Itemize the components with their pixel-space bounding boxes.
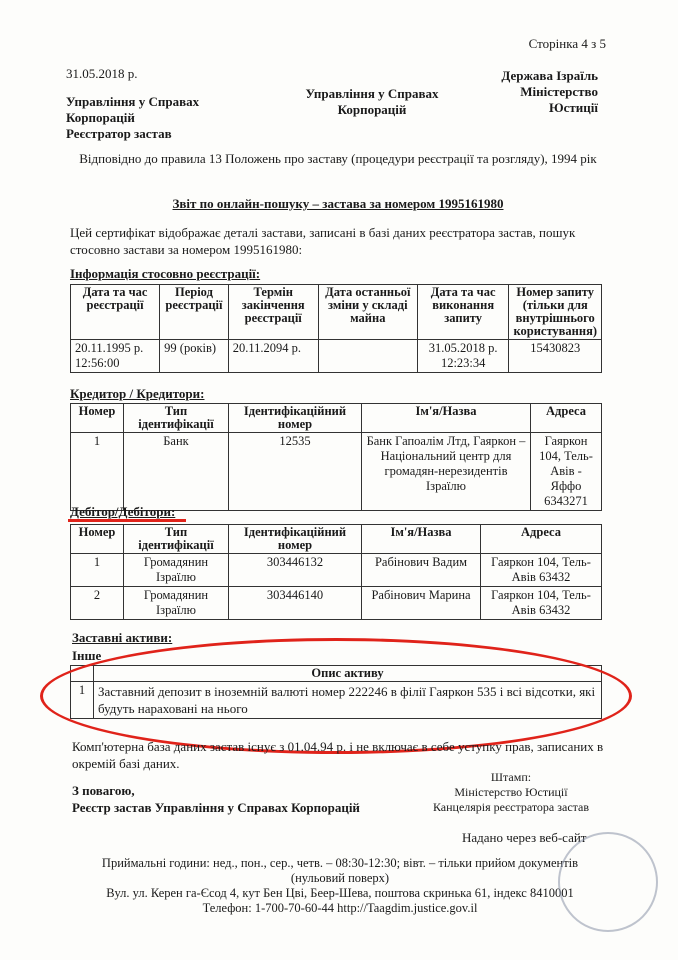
regards-block bbox=[72, 782, 360, 816]
table-cell: 20.11.2094 р. bbox=[228, 340, 318, 373]
debtors-heading: Дебітор/Дебітори: bbox=[70, 504, 176, 519]
intro-text: Цей сертифікат відображає деталі застави, записані в базі даних реєстратора застав, пошук стосовно застави за номером 1995161980: bbox=[70, 225, 576, 257]
table-header-cell: Ідентифікаційний номер bbox=[229, 525, 362, 554]
header-middle bbox=[292, 86, 452, 118]
red-underline-annotation bbox=[68, 519, 186, 522]
table-header-cell: Ім'я/Назва bbox=[362, 525, 481, 554]
footer-floor: (нульовий поверх) bbox=[290, 871, 390, 885]
header-middle-line: Корпорацій bbox=[337, 102, 407, 117]
stamp-line: Штамп: bbox=[490, 770, 532, 784]
table-header-row bbox=[71, 525, 602, 554]
footer-hours: Приймальні години: нед., пон., сер., четв. – 08:30-12:30; вівт. – тільки прийом документів bbox=[101, 856, 579, 870]
footer bbox=[60, 856, 620, 916]
footer-address: Вул. ул. Керен га-Єсод 4, кут Бен Цві, Беер-Шева, поштова скринька 61, індекс 8410001 bbox=[106, 886, 574, 900]
sent-via-website: Надано через веб-сайт bbox=[462, 830, 587, 845]
table-header-cell: Номер запиту (тільки для внутрішнього користування) bbox=[509, 285, 602, 340]
footer-phone: Телефон: 1-700-70-60-44 bbox=[202, 901, 334, 915]
table-cell: 1 bbox=[71, 682, 94, 719]
table-cell: Громадянин Ізраїлю bbox=[124, 587, 229, 620]
table-cell: Рабінович Вадим bbox=[362, 554, 481, 587]
table-cell: 99 (років) bbox=[160, 340, 229, 373]
registration-table bbox=[70, 284, 602, 373]
table-header-cell: Ім'я/Назва bbox=[362, 404, 531, 433]
table-header-cell: Дата останньої зміни у складі майна bbox=[318, 285, 417, 340]
table-header-cell: Адреса bbox=[531, 404, 602, 433]
rule-reference: Відповідно до правила 13 Положень про заставу (процедури реєстрації та розгляду), 1994 рік bbox=[79, 151, 597, 166]
table-header-row bbox=[71, 404, 602, 433]
stamp-line: Міністерство Юстиції bbox=[454, 785, 568, 799]
table-cell: 2 bbox=[71, 587, 124, 620]
document-date: 31.05.2018 р. bbox=[66, 66, 138, 81]
table-header-cell: Тип ідентифікації bbox=[124, 525, 229, 554]
red-ellipse-annotation bbox=[40, 638, 632, 754]
table-cell: 1 bbox=[71, 554, 124, 587]
header-right-line: Юстиції bbox=[549, 100, 598, 115]
table-cell bbox=[318, 340, 417, 373]
table-header-cell: Номер bbox=[71, 404, 124, 433]
table-cell: 303446140 bbox=[229, 587, 362, 620]
table-cell: 15430823 bbox=[509, 340, 602, 373]
header-right-line: Держава Ізраїль bbox=[501, 68, 598, 83]
regards-line: З повагою, bbox=[72, 783, 135, 798]
table-cell: Гаяркон 104, Тель-Авів - Яффо 6343271 bbox=[531, 433, 602, 511]
assets-subheading: Інше bbox=[72, 648, 102, 663]
debtors-table bbox=[70, 524, 602, 620]
stamp-line: Канцелярія реєстратора застав bbox=[432, 800, 590, 814]
table-header-cell: Період реєстрації bbox=[160, 285, 229, 340]
regards-line: Реєстр застав Управління у Справах Корпорацій bbox=[72, 800, 360, 815]
table-cell: 20.11.1995 р. 12:56:00 bbox=[71, 340, 160, 373]
table-header-cell: Номер bbox=[71, 525, 124, 554]
creditors-heading: Кредитор / Кредитори: bbox=[70, 386, 205, 401]
table-cell: Рабінович Марина bbox=[362, 587, 481, 620]
table-cell: 12535 bbox=[229, 433, 362, 511]
header-left-line: Управління у Справах bbox=[66, 94, 200, 109]
report-title: Звіт по онлайн-пошуку – застава за номером 1995161980 bbox=[172, 196, 504, 211]
table-row bbox=[71, 433, 602, 511]
table-header-cell: Дата та час реєстрації bbox=[71, 285, 160, 340]
table-header-cell: Дата та час виконання запиту bbox=[417, 285, 509, 340]
assets-heading: Заставні активи: bbox=[72, 630, 173, 645]
table-cell: Банк bbox=[124, 433, 229, 511]
table-cell: Заставний депозит в іноземній валюті номер 222246 в філії Гаяркон 535 і всі відсотки, які будуть нараховані на нього bbox=[94, 682, 602, 719]
official-stamp-mark bbox=[558, 832, 658, 932]
table-cell: 31.05.2018 р. 12:23:34 bbox=[417, 340, 509, 373]
table-row bbox=[71, 554, 602, 587]
table-row bbox=[71, 587, 602, 620]
table-cell: 303446132 bbox=[229, 554, 362, 587]
database-note: Комп'ютерна база даних застав існує з 01.04.94 р. і не включає в себе уступку прав, записаних в окремій базі даних. bbox=[72, 739, 604, 771]
header-right-line: Міністерство bbox=[520, 84, 598, 99]
table-header-cell: Ідентифікаційний номер bbox=[229, 404, 362, 433]
table-header-cell: Адреса bbox=[481, 525, 602, 554]
table-row bbox=[71, 340, 602, 373]
table-cell: Банк Гапоалім Лтд, Гаяркон –Національний центр для громадян-нерезидентів Ізраїлю bbox=[362, 433, 531, 511]
header-right bbox=[438, 68, 598, 116]
page-number: Сторінка 4 з 5 bbox=[528, 36, 606, 51]
table-header-cell: Тип ідентифікації bbox=[124, 404, 229, 433]
header-left-line: Корпорацій bbox=[66, 110, 135, 125]
header-left-line: Реєстратор застав bbox=[66, 126, 172, 141]
creditors-table bbox=[70, 403, 602, 511]
table-cell: Гаяркон 104, Тель-Авів 63432 bbox=[481, 554, 602, 587]
table-cell: Гаяркон 104, Тель-Авів 63432 bbox=[481, 587, 602, 620]
footer-website-link[interactable]: http://Taagdim.justice.gov.il bbox=[337, 901, 478, 915]
stamp-block bbox=[416, 770, 606, 815]
table-cell: 1 bbox=[71, 433, 124, 511]
header-middle-line: Управління у Справах bbox=[305, 86, 439, 101]
registration-heading: Інформація стосовно реєстрації: bbox=[70, 266, 261, 281]
table-header-cell: Термін закінчення реєстрації bbox=[228, 285, 318, 340]
table-cell: Громадянин Ізраїлю bbox=[124, 554, 229, 587]
header-left bbox=[66, 94, 246, 142]
footer-contact bbox=[60, 901, 620, 916]
table-header-row bbox=[71, 285, 602, 340]
table-header-cell: Опис активу bbox=[94, 666, 602, 682]
